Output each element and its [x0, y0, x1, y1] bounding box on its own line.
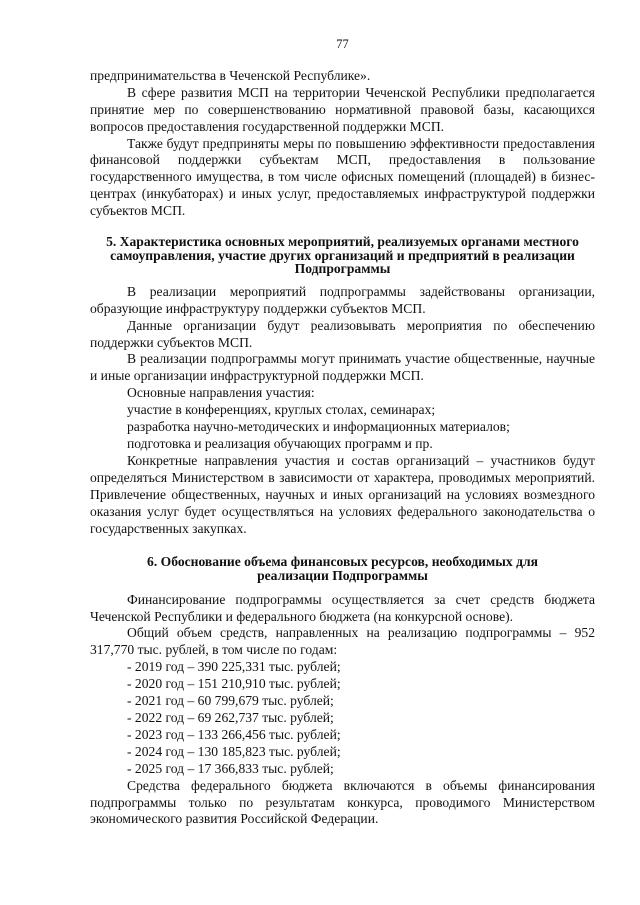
list-item: разработка научно-методических и информационных материалов; [127, 419, 510, 435]
paragraph: В сфере развития МСП на территории Чеченской Республики предполагается принятие мер по совершенствованию нормативной правовой базы, касающихся вопросов предоставления государственной поддержки МСП. [90, 84, 595, 134]
section-6-heading: 6. Обоснование объема финансовых ресурсов, необходимых для реализации Подпрограммы [147, 554, 538, 584]
page-number: 77 [336, 37, 349, 51]
section-5-heading: 5. Характеристика основных мероприятий, реализуемых органами местного самоуправления, участие других организаций и предприятий в реализации Подпрограммы [106, 234, 579, 277]
paragraph: предпринимательства в Чеченской Республике». [90, 67, 371, 83]
list-item: - 2025 год – 17 366,833 тыс. рублей; [127, 760, 334, 776]
list-item: - 2024 год – 130 185,823 тыс. рублей; [127, 743, 341, 759]
paragraph: Конкретные направления участия и состав организаций – участников будут определяться Министерством в зависимости от характера, проводимых мероприятий. Привлечение общественных, научных и иных организаций на условиях возмездного оказания услуг будет осуществляться на условиях федерального законодательства о государственных закупках. [90, 452, 595, 536]
paragraph: Основные направления участия: [127, 385, 315, 401]
list-item: - 2020 год – 151 210,910 тыс. рублей; [127, 676, 341, 692]
paragraph: В реализации мероприятий подпрограммы задействованы организации, образующие инфраструктуру поддержки субъектов МСП. [90, 283, 595, 316]
paragraph: Также будут предприняты меры по повышению эффективности предоставления финансовой поддержки субъектам МСП, предоставления в пользование государственного имущества, в том числе офисных помещений (площадей) в бизнес-центрах (инкубаторах) и иных услуг, предоставляемых инфраструктурой поддержки субъектов МСП. [90, 135, 595, 219]
list-item: - 2019 год – 390 225,331 тыс. рублей; [127, 659, 341, 675]
list-item: - 2021 год – 60 799,679 тыс. рублей; [127, 693, 334, 709]
list-item: подготовка и реализация обучающих программ и пр. [127, 436, 433, 451]
document-page [90, 36, 595, 828]
list-item: - 2022 год – 69 262,737 тыс. рублей; [127, 709, 334, 725]
list-item: - 2023 год – 133 266,456 тыс. рублей; [127, 726, 341, 742]
list-item: участие в конференциях, круглых столах, семинарах; [127, 402, 436, 418]
paragraph: Данные организации будут реализовывать мероприятия по обеспечению поддержки субъектов МСП. [90, 317, 595, 350]
paragraph: В реализации подпрограммы могут принимать участие общественные, научные и иные организации инфраструктурной поддержки МСП. [90, 351, 595, 384]
paragraph: Средства федерального бюджета включаются в объемы финансирования подпрограммы только по результатам конкурса, проводимого Министерством экономического развития Российской Федерации. [90, 777, 595, 827]
paragraph: Финансирование подпрограммы осуществляется за счет средств бюджета Чеченской Республики и федерального бюджета (на конкурсной основе). [90, 591, 595, 624]
paragraph: Общий объем средств, направленных на реализацию подпрограммы – 952 317,770 тыс. рублей, в том числе по годам: [90, 625, 595, 658]
